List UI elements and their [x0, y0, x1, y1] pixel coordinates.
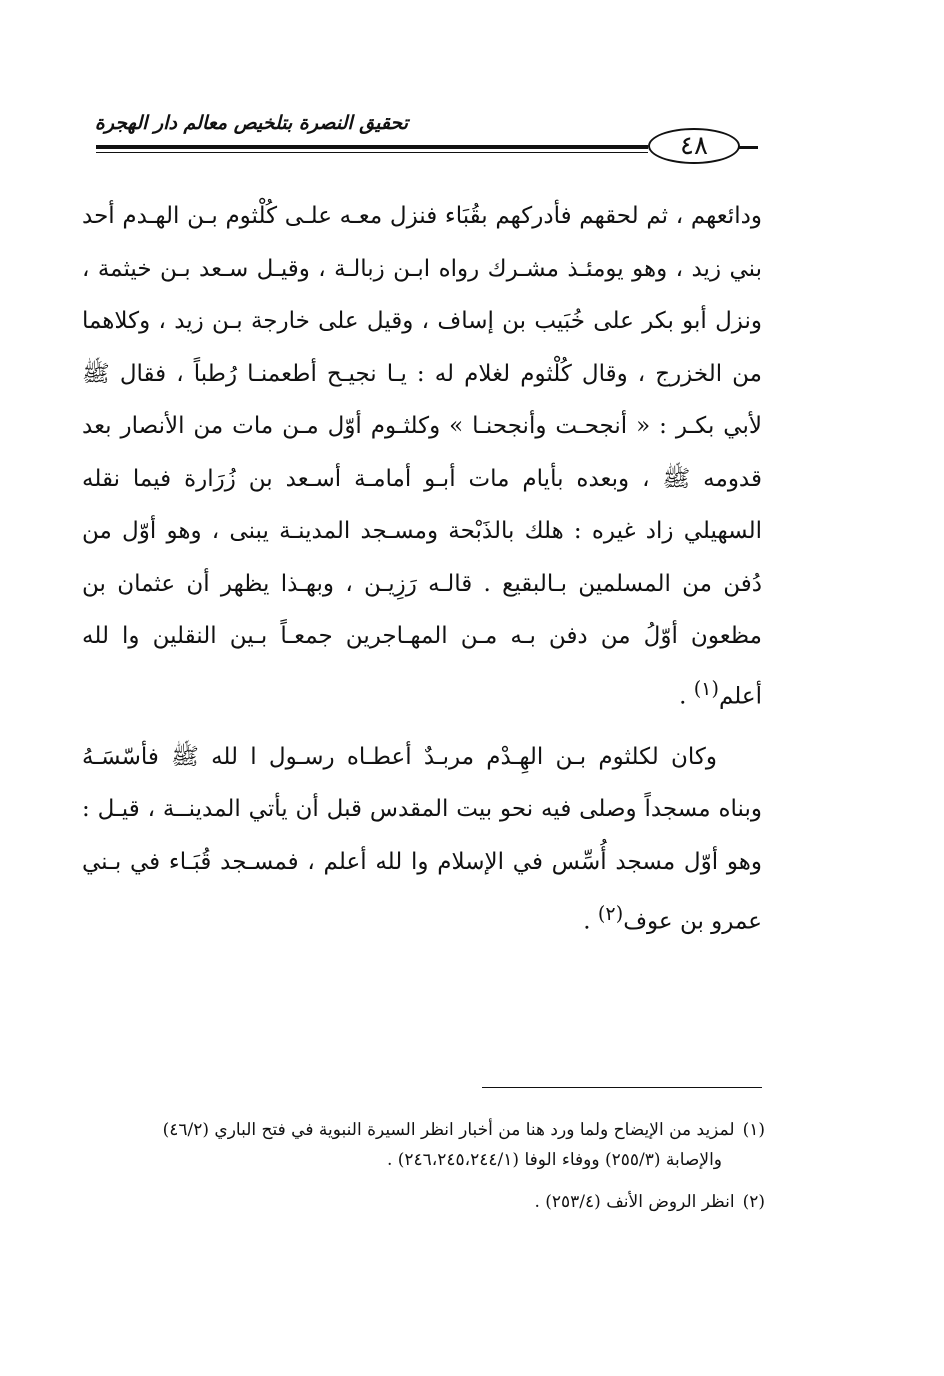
footnote-1 — [82, 1115, 765, 1175]
footnotes — [82, 1115, 765, 1229]
footnote-1-line2: والإصابة (٢٥٥/٣) ووفاء الوفا (٢٤٦،٢٤٥،٢٤٤/١) . — [386, 1150, 722, 1170]
page-number-badge: ٤٨ — [648, 128, 740, 164]
footnote-2-line1: انظر الروض الأنف (٢٥٣/٤) . — [534, 1192, 735, 1212]
header-rule-thick — [96, 145, 648, 149]
footnote-2-number: (٢) — [742, 1192, 765, 1212]
page-badge-tail — [738, 146, 758, 149]
paragraph-1-period: . — [679, 683, 694, 710]
footnote-2 — [82, 1187, 765, 1217]
paragraph-1 — [82, 190, 762, 723]
footnote-ref-2: (٢) — [597, 902, 624, 926]
footnote-1-number: (١) — [742, 1120, 765, 1140]
body-text — [82, 190, 762, 948]
footnote-separator — [482, 1087, 762, 1088]
footnote-1-line1: لمزيد من الإيضاح ولما ورد هنا من أخبار انظر السيرة النبوية في فتح الباري (٤٦/٢) — [162, 1120, 735, 1140]
paragraph-2 — [82, 731, 762, 949]
running-header-title: تحقيق النصرة بتلخيص معالم دار الهجرة — [94, 112, 408, 134]
footnote-ref-1: (١) — [693, 676, 719, 700]
paragraph-1-text: ودائعهم ، ثم لحقهم فأدركهم بقُبَاء فنزل معـه علـى كُلْثوم بـن الهـدم أحد بني زيد ، وهو يومئـذ مشـرك رواه ابـن زبالـة ، وقيـل سـعد بـن خيثمة ، ونزل أبو بكر على خُبَيب بن إساف ، وقيل على خارجة بـن زيد ، وكلاهما من الخزرج ، وقال كُلْثوم لغلام له : يـا نجيـح أطعمنـا رُطباً ، فقال ﷺ لأبي بكـر : « أنجحـت وأنجحنـا » وكلثـوم أوّل مـن مات من الأنصار بعد قدومه ﷺ ، وبعده بأيام مات أبـو أمامـة أسـعد بن زُرَارة فيما نقله السهيلي زاد غيره : هلك بالذَبْحة ومسـجد المدينـة يبنى ، وهو أوّل من دُفن من المسلمين بـالبقيع . قالـه رَزِيـن ، وبهـذا يظهر أن عثمان بن مظعون أوّلُ من دفن بـه مـن المهـاجرين جمعـاً بـين النقلين وا لله أعلم — [82, 203, 762, 710]
paragraph-2-period: . — [583, 908, 598, 935]
paragraph-2-text: وكان لكلثوم بـن الهِـدْم مربـدٌ أعطـاه رسـول ا لله ﷺ فأسّسَـهُ وبناه مسجداً وصلى فيه نحو بيت المقدس قبل أن يأتي المدينــة ، قيـل : وهو أوّل مسجد أُسِّس في الإسلام وا لله أعلم ، فمسـجد قُبَـاء في بـني عمرو بن عوف — [82, 743, 762, 935]
header-rule-thin — [96, 152, 648, 153]
